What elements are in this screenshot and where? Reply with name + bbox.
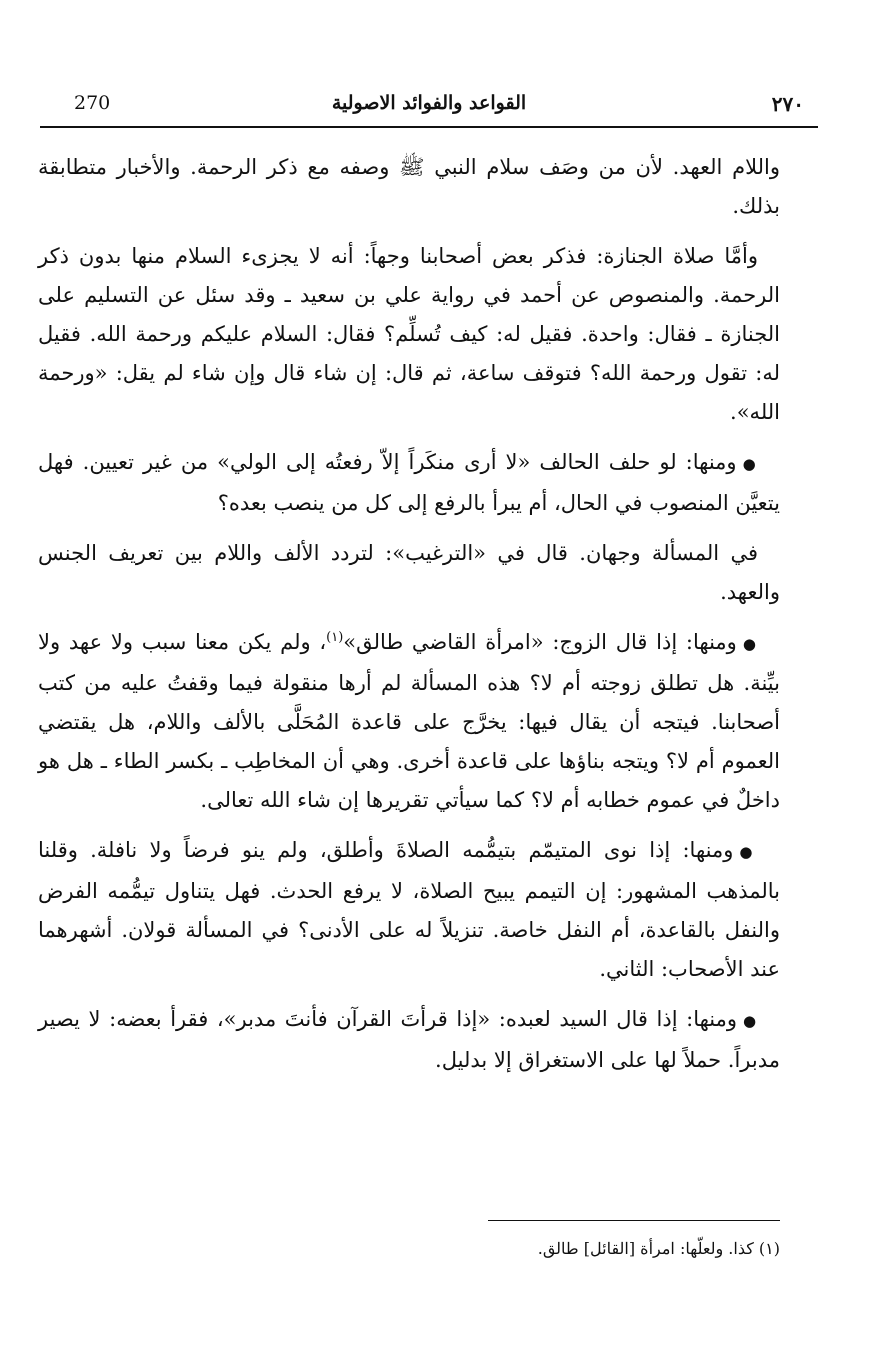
main-text: [38, 148, 780, 1091]
footnote: (١) كذا. ولعلّها: امرأة [القائل] طالق.: [537, 1239, 780, 1258]
bullet-icon: ●: [742, 635, 758, 653]
paragraph-text: وأمَّا صلاة الجنازة: فذكر بعض أصحابنا وجهاً: أنه لا يجزىء السلام منها بدون ذكر الرحمة. والمنصوص عن أحمد في رواية علي بن سعيد ـ وقد سئل عن التسليم على الجنازة ـ فقال: واحدة. فقيل له: كيف تُسلِّم؟ فقال: السلام عليكم ورحمة الله. فقيل له: تقول ورحمة الله؟ فتوقف ساعة، ثم قال: إن شاء قال وإن شاء لم يقل: «ورحمة الله».: [38, 244, 780, 424]
paragraph: [38, 237, 780, 432]
paragraph-text: في المسألة وجهان. قال في «الترغيب»: لتردد الألف واللام بين تعريف الجنس والعهد.: [38, 541, 780, 604]
paragraph-text: ومنها: إذا قال الزوج: «امرأة القاضي طالق»: [343, 630, 737, 654]
paragraph-text: ومنها: إذا قال السيد لعبده: «إذا قرأتَ القرآن فأنتَ مدبر»، فقرأ بعضه: لا يصير مدبراً. حملاً لها على الاستغراق إلا بدليل.: [38, 1007, 780, 1072]
page-number-arabic: ٢٧٠: [771, 92, 804, 116]
paragraph: [38, 443, 780, 523]
paragraph: [38, 623, 780, 820]
bullet-icon: ●: [742, 455, 758, 473]
running-title: القواعد والفوائد الاصولية: [331, 92, 527, 114]
paragraph-text: ، ولم يكن معنا سبب ولا عهد ولا بيِّنة. هل تطلق زوجته أم لا؟ هذه المسألة لم أرها منقولة فيما وقفتُ عليه من كتب أصحابنا. فيتجه أن يقال فيها: يخرَّج على قاعدة المُحَلَّى بالألف واللام، هل يقتضي العموم أم لا؟ ويتجه بناؤها على قاعدة أخرى. وهي أن المخاطِب ـ بكسر الطاء ـ هل هو داخلٌ في عموم خطابه أم لا؟ كما سيأتي تقريرها إن شاء الله تعالى.: [38, 630, 780, 812]
paragraph: [38, 831, 780, 989]
bullet-icon: ●: [739, 843, 758, 861]
paragraph-text: ومنها: لو حلف الحالف «لا أرى منكَراً إلاّ رفعتُه إلى الولي» من غير تعيين. فهل يتعيَّن المنصوب في الحال، أم يبرأ بالرفع إلى كل من ينصب بعده؟: [38, 450, 780, 515]
bullet-icon: ●: [743, 1012, 758, 1030]
page-header: [40, 86, 818, 128]
footnote-reference[interactable]: (١): [326, 630, 344, 645]
page-number-latin: 270: [74, 92, 111, 114]
footnote-divider: [488, 1220, 780, 1221]
paragraph: [38, 148, 780, 226]
paragraph-text: واللام العهد. لأن من وصَف سلام النبي ﷺ وصفه مع ذكر الرحمة. والأخبار متطابقة بذلك.: [38, 155, 780, 218]
paragraph: [38, 1000, 780, 1080]
paragraph-text: ومنها: إذا نوى المتيمّم بتيمُّمه الصلاةَ وأطلق، ولم ينو فرضاً ولا نافلة. وقلنا بالمذهب المشهور: إن التيمم يبيح الصلاة، لا يرفع الحدث. فهل يتناول تيمُّمه الفرض والنفل بالقاعدة، أم النفل خاصة. تنزيلاً له على الأدنى؟ في المسألة قولان. أشهرهما عند الأصحاب: الثاني.: [38, 838, 780, 981]
paragraph: [38, 534, 780, 612]
